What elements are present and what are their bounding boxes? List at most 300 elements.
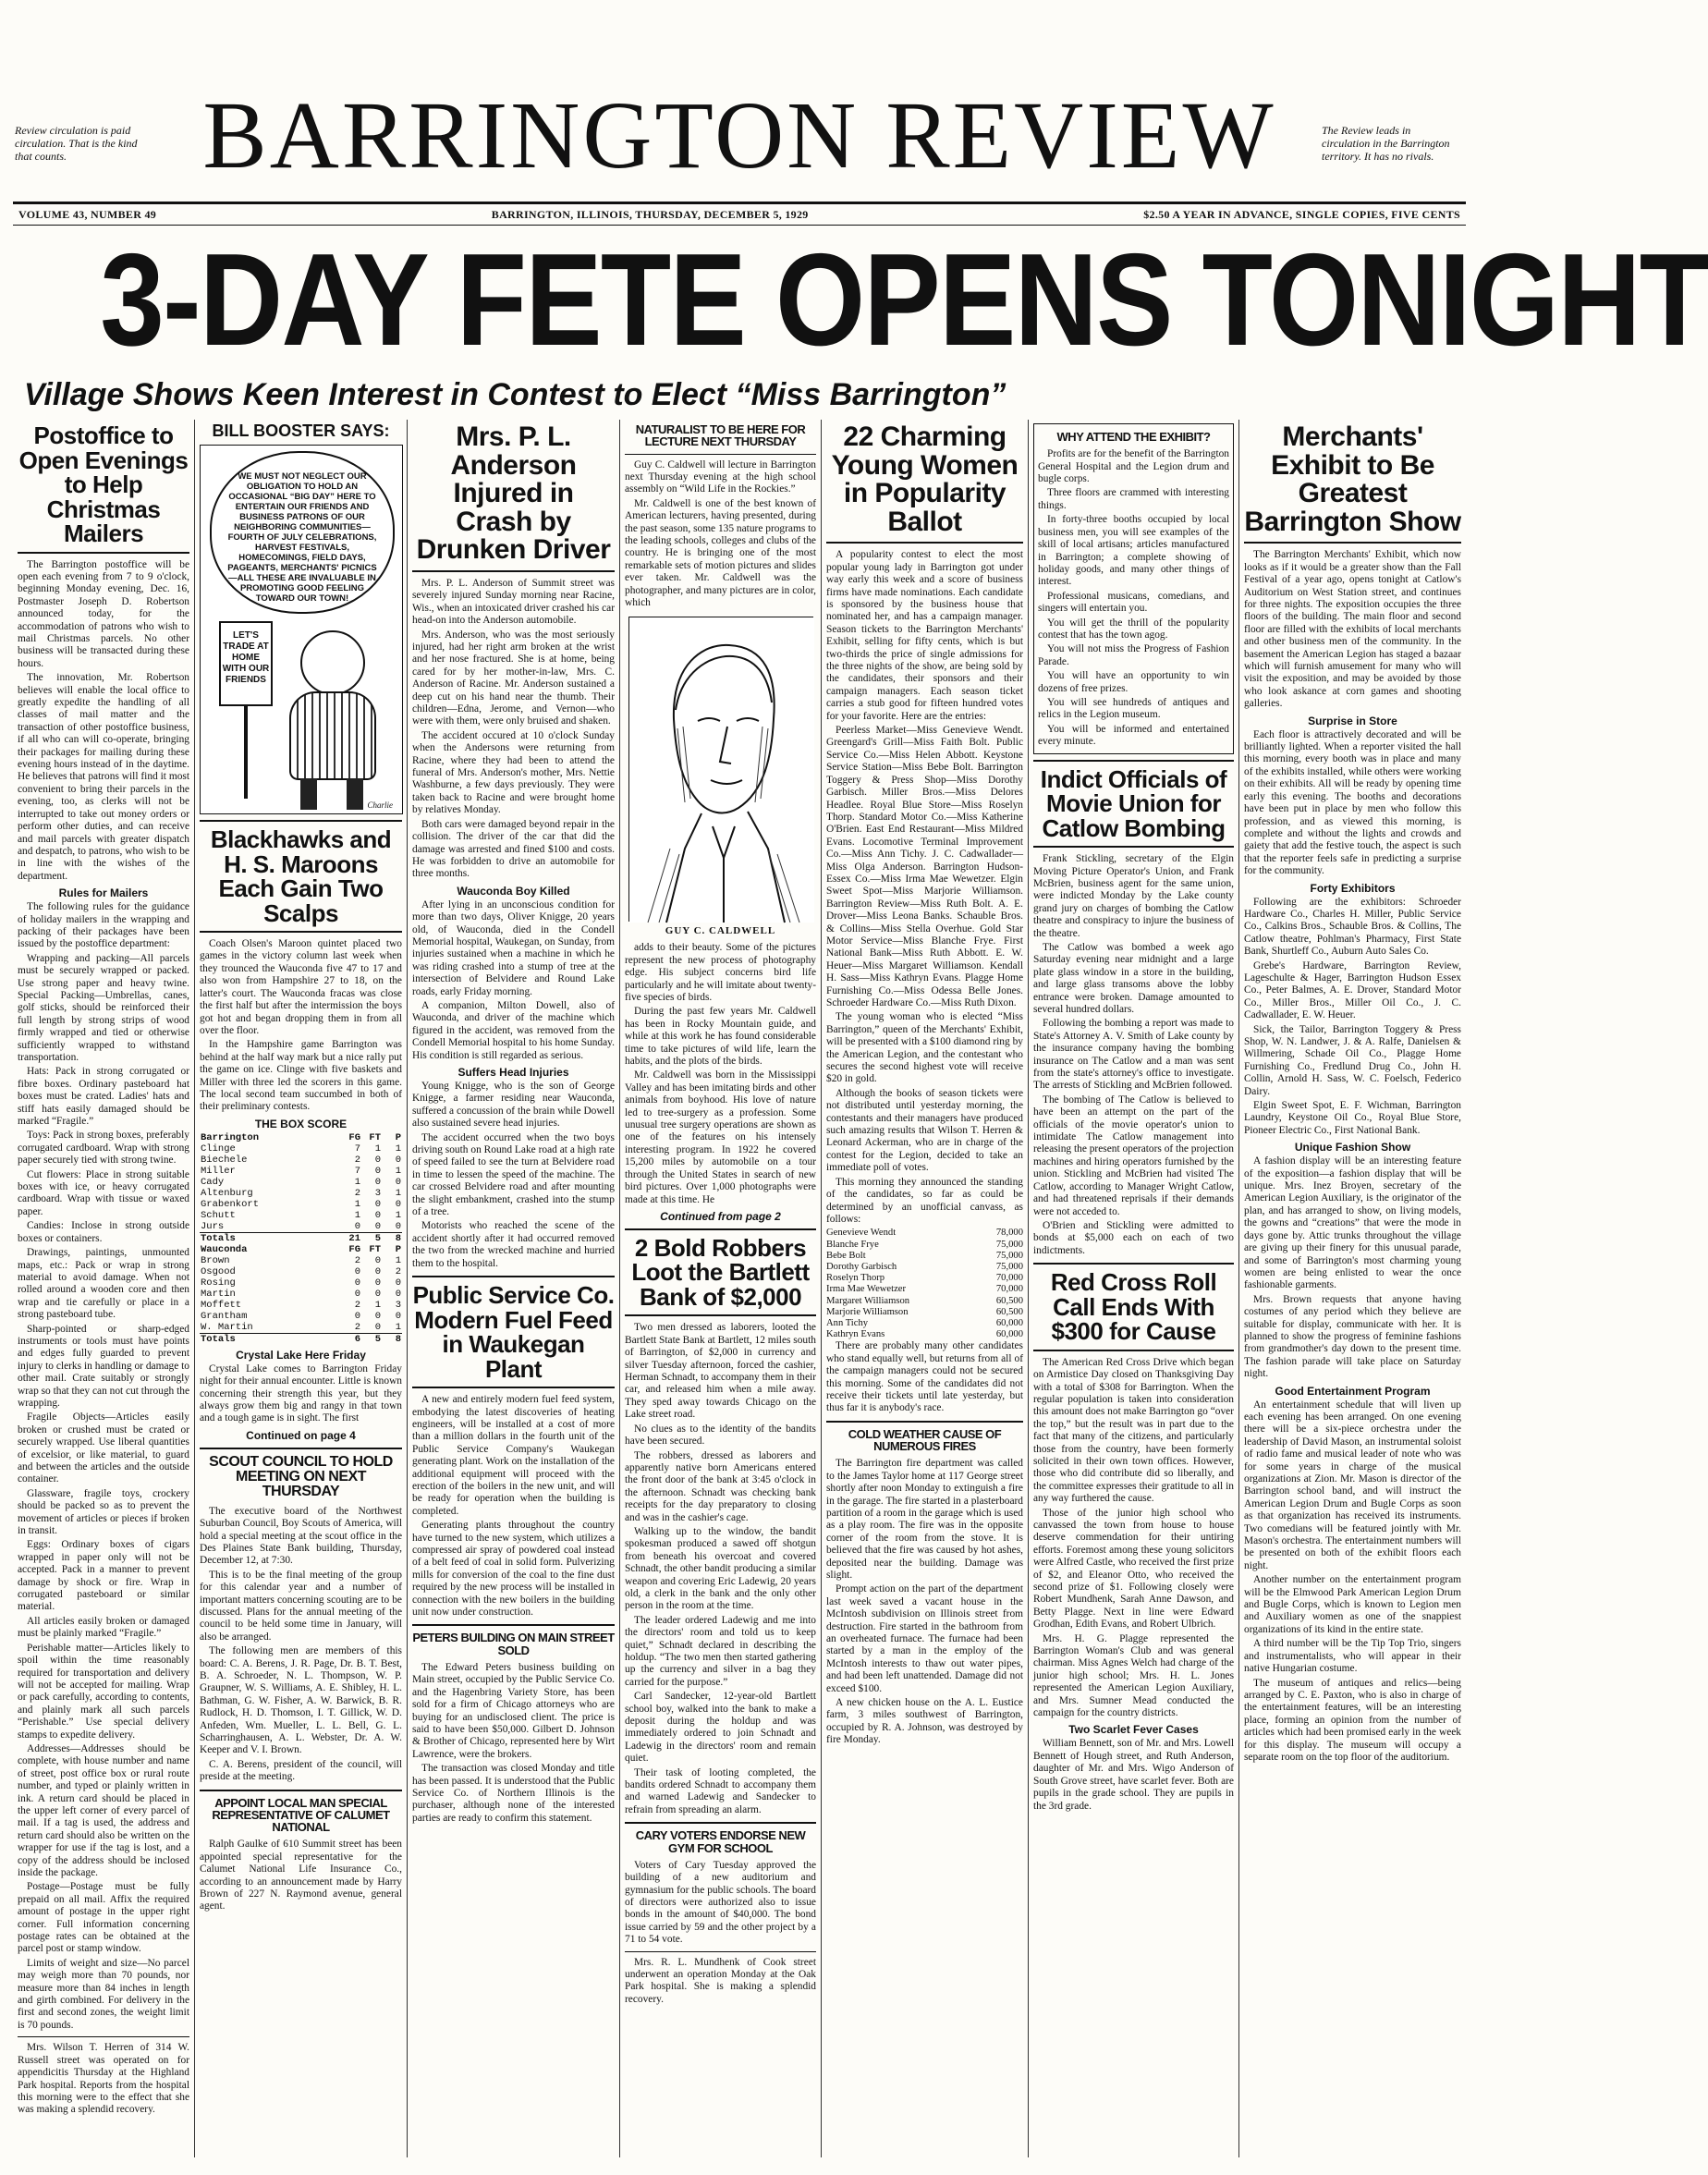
column-naturalist-robbers (619, 420, 821, 2157)
candidate-name: Bebe Bolt (826, 1250, 866, 1261)
article-paragraph: Following are the exhibitors: Schroeder Hardware Co., Charles H. Miller, Public Service Co., Calkins Bros., Schauble Bros. & Collins, The Catlow theatre, Pohlman's Pharmacy, First State Bank, Shurtleff Co., Auburn Auto Sales Co. (1244, 896, 1461, 958)
stat-cell: 0 (374, 1198, 381, 1210)
article-paragraph: No clues as to the identity of the bandits have been secured. (625, 1423, 816, 1448)
vote-count: 60,500 (995, 1306, 1023, 1317)
standing-row (826, 1273, 1023, 1284)
box-score-title: THE BOX SCORE (254, 1117, 348, 1130)
article-paragraph: Limits of weight and size—No parcel may weigh more than 70 pounds, nor measure more than 84 inches in length and girth combined. For delivery in the first and second zones, the weight limit is 70 pounds. (18, 1957, 189, 2031)
stat-cell: 0 (395, 1198, 401, 1210)
article-paragraph: Candies: Inclose in strong outside boxes or containers. (18, 1220, 189, 1244)
divider (18, 2036, 189, 2037)
header-cell: P (395, 1131, 401, 1143)
article-paragraph: The executive board of the Northwest Suburban Council, Boy Scouts of America, will hold a special meeting at the scout office in the Des Plaines State Bank building, Thursday, December 12, at 7:30. (200, 1505, 402, 1567)
box-score-row (200, 1322, 402, 1334)
article-paragraph: Carl Sandecker, 12-year-old Bartlett school boy, walked into the bank to make a deposit during the holdup and was immediately ordered to join Schnadt and Ladewig in the directors' room and remain quiet. (625, 1691, 816, 1765)
stat-cell: 3 (395, 1299, 401, 1311)
article-paragraph: The accident occured at 10 o'clock Sunday when the Andersons were returning from Racine, where they had been to attend the funeral of Mrs. Anderson's mother, Mrs. Nettie Washburne, a few days previously. They were taken back to Racine and were brought home by relatives Monday. (412, 729, 615, 816)
box-score-row (200, 1155, 402, 1166)
player-name: W. Martin (201, 1321, 253, 1333)
article-paragraph: Crystal Lake comes to Barrington Friday night for their annual encounter. Little is known concerning their strength this year, but they always grow them big and rangy in that town and a tough game is in sight. The first (200, 1362, 402, 1424)
standings-table (826, 1228, 1023, 1340)
total-cell: 5 (361, 1232, 382, 1244)
article-paragraph: Perishable matter—Articles likely to spoil within the time reasonably required for transportation and delivery will not be accepted for mailing. Wrap or pack carefully, according to contents, and plainly mark all such parcels “Perishable.” Use special delivery stamps to expedite delivery. (18, 1642, 189, 1741)
article-paragraph: An entertainment schedule that will liven up each evening has been arranged. On one evening there will be a six-piece orchestra under the leadership of David Mason, an instrumental soloist of radio fame and musical leader of note who was for some years in charge of the musical organizations at Zion. Mr. Mason is director of the Barrington school band, and will instruct the American Legion Drum and Bugle Corps as soon as that organization has received its instruments. Two comedians will be featured jointly with Mr. Mason's orchestra. The entertainment numbers will be presented on both of the exhibit floors each night. (1244, 1399, 1461, 1571)
standing-row (826, 1228, 1023, 1239)
standing-row (826, 1284, 1023, 1295)
vote-count: 70,000 (995, 1284, 1023, 1295)
stat-cell: 0 (395, 1176, 401, 1188)
article-paragraph: The innovation, Mr. Robertson believes will enable the local office to greatly expedite the handling of all classes of mail matter and the transaction of other postoffice business, if all who can will co-operate, bringing their packages for mailing during these evening hours instead of in the daytime. He believes that patrons will find it most convenient to bring their parcels in the evening, too, as clerks will not be interrupted to take out money orders or perform other duties, and can receive and mail parcels with greater dispatch and despatch, to patrons, who wish to be in line with the wishes of the department. (18, 672, 189, 882)
article-paragraph: Walking up to the window, the bandit spokesman produced a sawed off shotgun from beneath his overcoat and covered Schnadt, the other bandit producing a similar weapon and covering Eric Ladewig, 20 years old, a clerk in the bank and the only other person in the room at the time. (625, 1525, 816, 1612)
cartoonist-signature: Charlie (367, 800, 393, 810)
subhead: Rules for Mailers (58, 886, 149, 900)
player-name: Brown (201, 1254, 230, 1266)
booster-leg-icon (300, 778, 317, 810)
right-ear-note: The Review leads in circulation in the Barrington territory. It has no rivals. (1322, 124, 1450, 163)
box-score-total (200, 1333, 402, 1345)
box-score-row (200, 1188, 402, 1199)
divider (625, 1951, 816, 1952)
box-score-row (200, 1277, 402, 1289)
article-paragraph: There are probably many other candidates who stand equally well, but returns from all of the campaign managers could not be secured this morning. Some of the candidates did not receive their tickets until late yesterday, but thus far it is anybody's race. (826, 1340, 1023, 1414)
standing-row (826, 1251, 1023, 1262)
fires-headline: COLD WEATHER CAUSE OF NUMEROUS FIRES (848, 1426, 1002, 1454)
article-paragraph: Coach Olsen's Maroon quintet placed two games in the victory column last week when they trounced the Wauconda five 47 to 17 and also won from Hampshire 27 to 18, on the latter's court. The Wauconda fracas was close the first half but after the intermission the boys got hot and began dropping them in from all over the floor. (200, 938, 402, 1036)
stat-cell: 1 (374, 1299, 381, 1311)
divider (826, 542, 1023, 544)
box-score-row (200, 1311, 402, 1322)
article-paragraph: The Barrington postoffice will be open each evening from 7 to 9 o'clock, beginning Monday evening, Dec. 16, Postmaster Joseph D. Robertson announced today, for the accommodation of patrons who wish to mail Christmas parcels. No other business will be transacted during these hours. (18, 558, 189, 669)
article-paragraph: In the Hampshire game Barrington was behind at the half way mark but a nice rally put the game on ice. Clinge with five baskets and Miller with three led the scorers in this game. The local second team succumbed in both of their preliminary contests. (200, 1039, 402, 1113)
box-score-row (200, 1166, 402, 1177)
article-paragraph: The transaction was closed Monday and title has been passed. It is understood that the Public Service Co. of Northern Illinois is the purchaser, although none of the interested parties are ready to confirm this statement. (412, 1763, 615, 1824)
stat-cell: 0 (395, 1220, 401, 1232)
box-score-row (200, 1300, 402, 1311)
divider (625, 454, 816, 455)
standings-rows (826, 1228, 1023, 1340)
article-paragraph: The following rules for the guidance of holiday mailers in the wrapping and packing of their packages have been issued by the postoffice department: (18, 901, 189, 950)
stat-cell: 7 (354, 1142, 360, 1155)
player-name: Jurs (201, 1220, 225, 1232)
divider (826, 1421, 1023, 1423)
stat-cell: 0 (354, 1265, 360, 1277)
total-cell: 8 (382, 1333, 402, 1345)
box-score-total (200, 1232, 402, 1244)
trade-at-home-sign: LET'S TRADE AT HOME WITH OUR FRIENDS (219, 621, 273, 706)
why-attend-box (1033, 423, 1234, 754)
box-score-table (200, 1132, 402, 1345)
article-paragraph: Toys: Pack in strong boxes, preferably corrugated cardboard. Wrap with strong paper securely tied with strong twine. (18, 1130, 189, 1167)
article-paragraph: The Barrington Merchants' Exhibit, which now looks as if it would be a greater show than the Fall Festival of a year ago, opens tonight at Catlow's Auditorium on West Station street, and continues for three nights. The exposition occupies the three floors of the building. The main floor and second floor are filled with the exhibits of local merchants and other business men of the community. In the basement the American Legion has staged a bazaar which will furnish amusement for many who will visit the exposition, and may be avoided by those who look askance at corn games and shooting galleries. (1244, 549, 1461, 710)
header-cell: FT (369, 1243, 381, 1255)
subhead: Forty Exhibitors (1310, 881, 1396, 895)
stat-cell: 2 (354, 1154, 360, 1166)
divider (625, 1314, 816, 1316)
article-paragraph: Sharp-pointed or sharp-edged instruments or tools must have points and edges fully guarded to prevent injury to clerks in handling or damage to other mail. Crate suitably or strongly wrap so that they can not cut through the wrapping. (18, 1323, 189, 1409)
article-paragraph: The Edward Peters business building on Main street, occupied by the Public Service Co. and the Hagenbring Variety Store, has been sold for a firm of Chicago attorneys who are buying for an undisclosed client. The price is said to have been $50,000. Gilbert D. Johnson & Brother of Chicago, represented here by Wirt Lawrence, were the brokers. (412, 1661, 615, 1760)
article-paragraph: The leader ordered Ladewig and me into the directors' room and told us to keep quiet,” Schnadt declared in describing the holdup. “The two men then started gathering up the currency and silver in a bag they carried for the purpose.” (625, 1614, 816, 1688)
bill-booster-title: BILL BOOSTER SAYS: (212, 422, 390, 440)
article-paragraph: Mrs. Anderson, who was the most seriously injured, had her right arm broken at the wrist and her nose fractured. She is at home, being cared for by her mother-in-law, Mrs. C. Anderson of Racine. Mr. Anderson sustained a deep cut on his hand near the thumb. Their children—Edna, Jerome, and Vernon—who were with them, were only bruised and shaken. (412, 629, 615, 727)
stat-cell: 0 (374, 1220, 381, 1232)
stat-cell: 0 (374, 1176, 381, 1188)
box-score-header (200, 1132, 402, 1143)
article-paragraph: A fashion display will be an interesting feature of the exposition—a fashion display that will be unique. Mrs. Inez Broyen, secretary of the American Legion Auxiliary, is the originator of the plan, and has arranged to show, on living models, the gowns and “creations” that were the mode in days gone by. Attic trunks throughout the village are giving up their finery for this unusual parade, and some of Barrington's most charming young women are being enlisted to wear the once fashionable garments. (1244, 1155, 1461, 1291)
stat-cell: 0 (374, 1209, 381, 1221)
newspaper-page (13, 13, 1708, 2162)
stat-cell: 1 (395, 1254, 401, 1266)
stat-cell: 0 (395, 1310, 401, 1322)
subhead: Surprise in Store (1308, 714, 1397, 727)
naturalist-headline: NATURALIST TO BE HERE FOR LECTURE NEXT THURSDAY (635, 422, 806, 449)
article-paragraph: Although the books of season tickets were not distributed until yesterday morning, the contestants and their managers have produced such amazing results that Wilson T. Herren & Leonard Ackerman, who are in charge of the contest for the Legion, decided to take an immediate poll of votes. (826, 1087, 1023, 1174)
red-cross-headline: Red Cross Roll Call Ends With $300 for Cause (1050, 1268, 1217, 1346)
stat-cell: 7 (354, 1165, 360, 1177)
article-paragraph: Fragile Objects—Articles easily broken or crushed must be crated or securely wrapped. Use liberal quantities of excelsior, or like material, to guard and between the articles and the outside container. (18, 1411, 189, 1485)
candidate-name: Roselyn Thorp (826, 1273, 885, 1284)
booster-leg-icon (347, 778, 363, 810)
box-score-row (200, 1210, 402, 1221)
portrait-drawing-icon (629, 617, 814, 923)
player-name: Grabenkort (201, 1198, 260, 1210)
article-paragraph: Generating plants throughout the country have turned to the new system, which utilizes a compressed air spray of powdered coal instead of a belt feed of coal in solid form. Pulverizing mills for conversion of the coal to the fine dust required by the new process will be installed in connection with the new boilers in the building unit now under construction. (412, 1520, 615, 1619)
subhead: Good Entertainment Program (1275, 1384, 1431, 1398)
vote-count: 70,000 (995, 1273, 1023, 1284)
article-paragraph: Voters of Cary Tuesday approved the building of a new auditorium and gymnasium for the public schools. The board of directors were authorized also to issue bonds in the amount of $40,000. The bond issue carried by 59 and the other project by a 71 to 54 vote. (625, 1859, 816, 1946)
player-name: Grantham (201, 1310, 248, 1322)
player-name: Osgood (201, 1265, 236, 1277)
article-paragraph: Mrs. Wilson T. Herren of 314 W. Russell street was operated on for appendicitis Thursday at the Highland Park hospital. Reports from the hospital this morning were to the effect that she was making a splendid recovery. (18, 2042, 189, 2116)
postoffice-headline: Postoffice to Open Evenings to Help Christmas Mailers (18, 422, 189, 548)
article-paragraph: Another number on the entertainment program will be the Elmwood Park American Legion Drum and Bugle Corps, which is known to Legion men and Auxiliary women as one of the snappiest organizations of its kind in the entire state. (1244, 1574, 1461, 1635)
stat-cell: 1 (354, 1198, 360, 1210)
article-paragraph: Elgin Sweet Spot, E. F. Wichman, Barrington Laundry, Keystone Oil Co., Royal Blue Store, Pioneer Electric Co., First National Bank. (1244, 1100, 1461, 1136)
header-cell: FG (348, 1131, 360, 1143)
total-cell: Totals (200, 1333, 341, 1345)
total-cell: 6 (341, 1333, 361, 1345)
sign-post (244, 706, 248, 799)
column-postoffice (13, 420, 194, 2157)
article-paragraph: Grebe's Hardware, Barrington Review, Lageschulte & Hager, Barrington Hudson Essex Co., Peter Balmes, A. E. Drover, Standard Motor Co., Miller Bros., Miller Oil Co., J. C. Cadwallader, E. W. Heuer. (1244, 959, 1461, 1021)
public-service-headline: Public Service Co. Modern Fuel Feed in Waukegan Plant (412, 1281, 615, 1383)
subhead: Suffers Head Injuries (458, 1066, 569, 1079)
sub-banner-headline: Village Shows Keen Interest in Contest to Elect “Miss Barrington” (24, 377, 1006, 412)
why-attend-title: WHY ATTEND THE EXHIBIT? (1056, 430, 1211, 444)
stat-cell: 0 (374, 1310, 381, 1322)
candidate-name: Dorothy Garbisch (826, 1261, 897, 1272)
team-name: Barrington (201, 1131, 260, 1143)
booster-head-icon (300, 630, 365, 695)
candidate-name: Ann Tichy (826, 1317, 869, 1328)
box-score-row (200, 1289, 402, 1300)
stat-cell: 1 (374, 1142, 381, 1155)
article-paragraph: A new chicken house on the A. L. Eustice farm, 3 miles southwest of Barrington, occupied by R. A. Johnson, was destroyed by fire Monday. (826, 1697, 1023, 1746)
article-paragraph: Mrs. H. G. Plagge represented the Barrington Woman's Club and was general chairman. Miss Agnes Welch had charge of the junior high school; Mrs. H. L. Jones represented the American Legion Auxiliary, and Mrs. Sumner Mead conducted the campaign for the country districts. (1033, 1632, 1234, 1719)
article-paragraph: Postage—Postage must be fully prepaid on all mail. Affix the required amount of postage in the upper right corner. Full information concerning postage rates can be obtained at the parcel post or stamp window. (18, 1881, 189, 1955)
article-paragraph: Both cars were damaged beyond repair in the collision. The driver of the car that did the damage was arrested and fined $100 and costs. He was forbidden to drive an automobile for three months. (412, 818, 615, 880)
continued-note: Continued from page 2 (660, 1209, 781, 1223)
merchants-exhibit-headline: Merchants' Exhibit to Be Greatest Barrington Show (1244, 422, 1461, 537)
box-score-row (200, 1221, 402, 1233)
column-anderson-crash (407, 420, 619, 2157)
stat-cell: 1 (354, 1209, 360, 1221)
divider (412, 1624, 615, 1626)
player-name: Cady (201, 1176, 225, 1188)
article-paragraph: The bombing of The Catlow is believed to have been an attempt on the part of the officials of the movie operator's union to intimidate The Catlow management into releasing the present operators of the projection machines and hiring operators furnished by the union. Stickling and McBrien had visited The Catlow, according to Manager Wright Catlow, and had threatened reprisals if their demands were not acceded to. (1033, 1094, 1234, 1217)
article-paragraph: Hats: Pack in strong corrugated or fibre boxes. Ordinary pasteboard hat boxes must be crated. Ladies' hats and stiff hats easily damaged should be marked “Fragile.” (18, 1066, 189, 1128)
stat-cell: 0 (395, 1154, 401, 1166)
anderson-headline: Mrs. P. L. Anderson Injured in Crash by Drunken Driver (416, 422, 611, 566)
divider (1244, 542, 1461, 544)
article-paragraph: Prompt action on the part of the department last week saved a vacant house in the McIntosh subdivision on Illinois street from destruction. Fire started in the bathroom from an overheated furnace. The furnace had been started by a man in the employ of the McIntosh interests to thaw out water pipes, and had been left unattended. Damage did not exceed $100. (826, 1583, 1023, 1694)
player-name: Moffett (201, 1299, 242, 1311)
divider (412, 1387, 615, 1388)
column-popularity-contest (821, 420, 1028, 2157)
stat-cell: 1 (395, 1142, 401, 1155)
article-paragraph: Mrs. Brown requests that anyone having costumes of any period which they believe are suitable for display, communicate with her. It is planned to show the progress of feminine fashions from grandmother's day down to the present time. The fashion parade will take place on Saturday night. (1244, 1293, 1461, 1380)
why-attend-item: You will see hundreds of antiques and relics in the Legion museum. (1038, 696, 1229, 721)
article-paragraph: Frank Stickling, secretary of the Elgin Moving Picture Operator's Union, and Frank McBrien, business agent for the same union, were indicted Monday by the Lake county grand jury on charges of bombing the Catlow theatre and conspiracy to injure the business of the theatre. (1033, 853, 1234, 939)
player-name: Biechele (201, 1154, 248, 1166)
total-cell: Totals (200, 1232, 341, 1244)
vote-count: 75,000 (995, 1261, 1023, 1272)
basketball-headline: Blackhawks and H. S. Maroons Each Gain Two Scalps (210, 825, 392, 927)
cary-gym-headline: CARY VOTERS ENDORSE NEW GYM FOR SCHOOL (635, 1828, 806, 1855)
box-score-row (200, 1177, 402, 1188)
box-score-row (200, 1255, 402, 1266)
stat-cell: 0 (354, 1277, 360, 1289)
article-paragraph: Mrs. R. L. Mundhenk of Cook street underwent an operation Monday at the Oak Park hospital. She is making a splendid recovery. (625, 1956, 816, 2005)
article-paragraph: Ralph Gaulke of 610 Summit street has been appointed special representative for the Calumet National Life Insurance Co., according to an announcement made by Harry Brown of 227 N. Raymond avenue, general agent. (200, 1839, 402, 1912)
stat-cell: 0 (374, 1265, 381, 1277)
header-cell: P (395, 1243, 401, 1255)
divider (200, 1448, 402, 1449)
divider (1033, 846, 1234, 848)
stat-cell: 2 (395, 1265, 401, 1277)
box-score-row (200, 1199, 402, 1210)
subhead: Unique Fashion Show (1294, 1141, 1411, 1155)
continued-note: Continued on page 4 (246, 1428, 356, 1442)
article-paragraph: A popularity contest to elect the most popular young lady in Barrington got under way early this week and a score of business firms have made nominations. Each candidate is sponsored by the business house that nominated her, and has a campaign manager. Season tickets to the Barrington Merchants' Exhibit, selling for fifty cents, which is but two-thirds the price of single admissions for the three nights of the show, are being sold by the candidates, their sponsors and their campaign managers. Each season ticket carries a stub good for fifteen hundred votes for your favorite. Here are the entries: (826, 549, 1023, 722)
vote-count: 60,000 (995, 1317, 1023, 1328)
article-paragraph: The museum of antiques and relics—being arranged by C. E. Paxton, who is also in charge of the entertainment features, will be an interesting place, forming an opinion from the number of articles which had been promised early in the week for this display. The museum will occupy a separate room on the top floor of the auditorium. (1244, 1677, 1461, 1763)
article-paragraph: After lying in an unconscious condition for more than two days, Oliver Knigge, 20 years old, of Wauconda, died in the Condell Memorial hospital, Waukegan, on Sunday, from injuries sustained when a machine in which he was riding crashed into a stump of tree at the intersection of Belvidere and Round Lake roads, early Friday morning. (412, 898, 615, 997)
why-attend-item: Professional musicans, comedians, and singers will entertain you. (1038, 590, 1229, 615)
left-ear-note: Review circulation is paid circulation. That is the kind that counts. (15, 124, 138, 163)
article-paragraph: This morning they announced the standing of the candidates, so far as could be determined by an unofficial canvass, as follows: (826, 1176, 1023, 1225)
article-paragraph: Following the bombing a report was made to State's Attorney A. V. Smith of Lake county by the insurance company having the bombing insurance on The Catlow and a man was sent from the state's attorney's office to investigate. The arrests of Stickling and McBrien followed. (1033, 1018, 1234, 1092)
place-date: BARRINGTON, ILLINOIS, THURSDAY, DECEMBER 5, 1929 (491, 207, 809, 221)
box-score-rows-2 (200, 1255, 402, 1334)
stat-cell: 1 (395, 1165, 401, 1177)
article-paragraph: Sick, the Tailor, Barrington Toggery & Press Shop, W. N. Landwer, J. & A. Ralfe, Danielsen & Willmering, Schade Oil Co., Plagge Home Furnishing Co., Fredlund Drug Co., John H. Collin, Arnold H. Sass, W. C. Foelsch, Federico Dairy. (1244, 1023, 1461, 1097)
player-name: Clinge (201, 1142, 236, 1155)
divider (625, 1822, 816, 1824)
appoint-headline: APPOINT LOCAL MAN SPECIAL REPRESENTATIVE OF CALUMET NATIONAL (212, 1795, 390, 1835)
article-paragraph: Addresses—Addresses should be complete, with house number and name of street, post office box or rural route number, and typed or plainly written in ink. A return card should be placed in the upper left corner of every parcel of mail. If a tag is used, the address and return card should also be written on the wrapper for use if the tag is lost, and a copy of the address should be inclosed inside the package. (18, 1742, 189, 1879)
stat-cell: 1 (354, 1176, 360, 1188)
candidate-name: Kathryn Evans (826, 1329, 885, 1340)
team-name: Wauconda (201, 1243, 248, 1255)
dateline (13, 202, 1466, 226)
article-paragraph: A new and entirely modern fuel feed system, embodying the latest discoveries of heating engineers, will be installed at a cost of more than a million dollars in the fourth unit of the Public Service Company's Waukegan generating plant. Work on the installation of the additional equipment will proceed with the erection of the boilers in the new unit, and will be ready for operation when the building is completed. (412, 1394, 615, 1517)
stat-cell: 0 (395, 1277, 401, 1289)
article-paragraph: The Barrington fire department was called to the James Taylor home at 117 George street shortly after noon Monday to extinguish a fire in the garage. The fire started in a plasterboard partition of a room in the garage which is used as a play room. The fire was in the opposite corner of the room from the stove. It is believed that the fire was caused by hot ashes, deposited near the building. Damage was slight. (826, 1458, 1023, 1581)
divider (200, 820, 402, 822)
subhead: Wauconda Boy Killed (457, 884, 570, 898)
box-score-rows-1 (200, 1143, 402, 1233)
article-paragraph: The following men are members of this board: C. A. Berens, J. R. Page, Dr. B. T. Best, B. A. Schroeder, N. L. Thompson, W. P. Graupner, W. S. Williams, A. E. Shibley, H. L. Bathman, G. W. Fisher, A. W. Barwick, B. R. Rudlock, H. D. Thomson, I. T. Gillick, W. D. Anfeden, Wm. Mueller, L. L. Bell, G. L. Scharringhausen, A. L. Webster, Dr. A. W. Keeper and V. I. Brown. (200, 1645, 402, 1756)
stat-cell: 2 (354, 1321, 360, 1333)
candidate-name: Genevieve Wendt (826, 1228, 897, 1239)
article-paragraph: Eggs: Ordinary boxes of cigars wrapped in paper only will not be accepted. Pack in a manner to prevent damage by shock or fire. Wrap in corrugated pasteboard or similar material. (18, 1539, 189, 1613)
standing-row (826, 1262, 1023, 1273)
box-score-header (200, 1244, 402, 1255)
divider (200, 1790, 402, 1791)
why-attend-item: You will get the thrill of the popularity contest that has the town agog. (1038, 617, 1229, 641)
box-score-row (200, 1266, 402, 1277)
bill-booster-cartoon (200, 445, 403, 814)
total-cell: 8 (382, 1232, 402, 1244)
divider (1033, 1350, 1234, 1351)
standing-row (826, 1307, 1023, 1318)
scout-council-headline: SCOUT COUNCIL TO HOLD MEETING ON NEXT THURSDAY (209, 1453, 393, 1500)
divider (200, 931, 402, 933)
movie-union-headline: Indict Officials of Movie Union for Catlow Bombing (1040, 764, 1227, 842)
stat-cell: 2 (354, 1254, 360, 1266)
article-paragraph: Each floor is attractively decorated and will be brilliantly lighted. When a reporter visited the hall this morning, every booth was in place and many of the exhibits installed, while others were working on their exhibits. All will be ready by opening time early this evening. The booths and decorations have been put in place by men who follow this profession, and as viewed this morning, is complete and without the lights and crowds and gaiety that add the festive touch, the aspect is such that the reporter feels safe in predicting a surprise for the community. (1244, 728, 1461, 877)
standing-row (826, 1329, 1023, 1340)
article-paragraph: All articles easily broken or damaged must be plainly marked “Fragile.” (18, 1615, 189, 1640)
divider (625, 1228, 816, 1230)
article-paragraph: Glassware, fragile toys, crockery should be packed so as to prevent the movement of articles or pieces if broken in transit. (18, 1487, 189, 1537)
peters-building-headline: PETERS BUILDING ON MAIN STREET SOLD (412, 1631, 615, 1657)
standing-row (826, 1240, 1023, 1251)
article-paragraph: A companion, Milton Dowell, also of Wauconda, and driver of the machine which figured in the accident, was removed from the Condell Memorial hospital to his home Sunday. His condition is still regarded as serious. (412, 999, 615, 1061)
article-paragraph: The robbers, dressed as laborers and apparently native born Americans entered the front door of the bank at 3:45 o'clock in the afternoon. Schnadt was checking bank receipts for the day preparatory to closing and was in the cashier's cage. (625, 1449, 816, 1523)
vote-count: 60,500 (995, 1295, 1023, 1306)
total-cell: 5 (361, 1333, 382, 1345)
column-merchants-exhibit (1238, 420, 1466, 2157)
article-paragraph: The American Red Cross Drive which began on Armistice Day closed on Thanksgiving Day with a total of $308 for Barrington. When the regular population is taken into consideration this amount does not make Barrington go “over the top,” but the result was in part due to the fact that many of the citizens, and particularly those from the country, have been formerly solicited in their own town offices. However, those who did contribute did so liberally, and the committee expresses their gratitude to all in any way furthered the cause. (1033, 1356, 1234, 1505)
vote-count: 75,000 (995, 1250, 1023, 1261)
article-paragraph: adds to their beauty. Some of the pictures represent the new process of photography edge. His subject concerns bird life particularly and he will imitate about twenty-five species of birds. (625, 942, 816, 1003)
candidate-name: Marjorie Williamson (826, 1306, 909, 1317)
robbers-headline: 2 Bold Robbers Loot the Bartlett Bank of $2,000 (631, 1233, 810, 1311)
why-attend-item: You will be informed and entertained every minute. (1038, 723, 1229, 748)
player-name: Rosing (201, 1277, 236, 1289)
player-name: Martin (201, 1288, 236, 1300)
banner-headline: 3-DAY FETE OPENS TONIGHT (100, 226, 1708, 373)
article-paragraph: Young Knigge, who is the son of George Knigge, a farmer residing near Wauconda, suffered a concussion of the brain while Dowell also sustained severe head injuries. (412, 1081, 615, 1130)
article-paragraph: During the past few years Mr. Caldwell has been in Rocky Mountain guide, and while at this work he has found considerable time to take pictures of wild life, learn the habits, and the plots of the birds. (625, 1006, 816, 1068)
article-paragraph: Their task of looting completed, the bandits ordered Schnadt to accompany them and warned Ladewig and Sandecker to refrain from spreading an alarm. (625, 1766, 816, 1815)
why-attend-item: Profits are for the benefit of the Barrington General Hospital and the Legion drum and bugle corps. (1038, 448, 1229, 485)
divider (412, 570, 615, 572)
stat-cell: 0 (374, 1154, 381, 1166)
subhead: Crystal Lake Here Friday (236, 1348, 366, 1362)
article-paragraph: C. A. Berens, president of the council, will preside at the meeting. (200, 1758, 402, 1783)
stat-cell: 0 (354, 1220, 360, 1232)
divider (1033, 1263, 1234, 1265)
stat-cell: 0 (374, 1277, 381, 1289)
stat-cell: 0 (374, 1288, 381, 1300)
stat-cell: 0 (354, 1288, 360, 1300)
booster-body-icon (289, 691, 376, 780)
article-paragraph: William Bennett, son of Mr. and Mrs. Lowell Bennett of Hough street, and Ruth Anderson, daughter of Mr. and Mrs. Wigo Anderson of South Grove street, have scarlet fever. Both are pupils in the grade school. They are pupils in the 3rd grade. (1033, 1738, 1234, 1812)
header-cell: FG (348, 1243, 360, 1255)
candidate-name: Irma Mae Wewetzer (826, 1284, 907, 1295)
standing-row (826, 1296, 1023, 1307)
divider (1033, 760, 1234, 762)
article-paragraph: Mr. Caldwell is one of the best known of American lecturers, having presented, during the past season, some 135 nature programs to the leading schools, colleges and clubs of the country. He is bringing one of the most remarkable sets of motion pictures and slides ever taken. Mr. Caldwell was the photographer, and many pictures are in color, which (625, 497, 816, 608)
article-paragraph: The accident occurred when the two boys driving south on Round Lake road at a high rate of speed failed to see the turn at Belvidere road in time to lessen the speed of the machine. The car crossed Belvidere road and after mounting the slight embankment, crashed into the stump of a tree. (412, 1131, 615, 1218)
divider (412, 1276, 615, 1277)
why-attend-list (1038, 448, 1229, 748)
column-booster-sports (194, 420, 407, 2157)
player-name: Miller (201, 1165, 236, 1177)
article-paragraph: Mr. Caldwell was born in the Mississippi Valley and has been imitating birds and other animals from boyhood. His love of nature led to tree-surgery as a profession. Some unusual tree surgery operations are shown as one of the features on his intensely interesting program. In 1922 he covered 15,200 miles by automobile on a tour through the United States in search of new bird pictures. Over 1,000 photographs were made at this time. He (625, 1069, 816, 1205)
portrait-caption: GUY C. CALDWELL (665, 925, 776, 937)
article-paragraph: The young woman who is elected “Miss Barrington,” queen of the Merchants' Exhibit, will be presented with a $100 diamond ring by the American Legion, and the contestant who secures the second highest vote will receive $20 in gold. (826, 1011, 1023, 1085)
stat-cell: 2 (354, 1299, 360, 1311)
stat-cell: 0 (395, 1288, 401, 1300)
vote-count: 60,000 (995, 1329, 1023, 1340)
why-attend-item: Three floors are crammed with interesting things. (1038, 487, 1229, 511)
stat-cell: 0 (354, 1310, 360, 1322)
article-paragraph: This is to be the final meeting of the group for this calendar year and a number of important matters concerning scouting are to be discussed. Plans for the annual meeting of the council to be held some time in January, will also be arranged. (200, 1569, 402, 1643)
article-paragraph: Mrs. P. L. Anderson of Summit street was severely injured Sunday morning near Racine, Wis., when an intoxicated driver crashed his car head-on into the Anderson automobile. (412, 577, 615, 627)
stat-cell: 0 (374, 1254, 381, 1266)
contest-entries: Peerless Market—Miss Genevieve Wendt. Greengard's Grill—Miss Faith Bolt. Public Service Co.—Miss Helen Abbott. Keystone Service Station—Miss Bebe Bolt. Barrington Toggery & Press Shop—Miss Dorothy Garbisch. Miller Bros.—Miss Delores Headlee. Royal Blue Store—Miss Roselyn Thorp. Standard Motor Co.—Miss Katherine O'Brien. East End Restaurant—Miss Mildred Evans. Locomotive Terminal Improvement Co.—Miss Ann Tichy. J. C. Cadwallader—Miss Olga Anderson. Barrington Hudson-Essex Co.—Miss Irma Mae Wewetzer. Elgin Sweet Spot—Miss Marjorie Williamson. Barrington Review—Miss Ruth Bolt. A. E. Drover—Miss Leona Banks. Schauble Bros. & Collins—Miss Stella Overhue. Gold Star Motor Service—Miss Blanche Frye. First National Bank—Miss Ruth Abbott. E. W. Heuer—Miss Margaret Williamson. Kendall H. Sass—Miss Kathryn Evans. Plagge Home Furnishing Co.—Miss Odessa Belle Jones. Schroeder Hardware Co.—Miss Ruth Dixon. (826, 725, 1023, 1008)
caldwell-portrait (628, 617, 813, 922)
total-cell: 21 (341, 1232, 361, 1244)
article-paragraph: Guy C. Caldwell will lecture in Barrington next Thursday evening at the high school assembly on “Wild Life in the Rockies.” (625, 458, 816, 495)
speech-bubble: WE MUST NOT NEGLECT OUR OBLIGATION TO HOLD AN OCCASIONAL “BIG DAY” HERE TO ENTERTAIN OUR FRIENDS AND BUSINESS PATRONS OF OUR NEIGHBORING COMMUNITIES—FOURTH OF JULY CELEBRATIONS, HARVEST FESTIVALS, HOMECOMINGS, FIELD DAYS, PAGEANTS, MERCHANTS' PICNICS—ALL THESE ARE INVALUABLE IN PROMOTING GOOD FEELING TOWARD OUR TOWN! (210, 451, 395, 614)
masthead-title: BARRINGTON REVIEW (202, 82, 1276, 189)
stat-cell: 2 (354, 1187, 360, 1199)
candidate-name: Margaret Williamson (826, 1295, 910, 1306)
why-attend-item: You will have an opportunity to win dozens of free prizes. (1038, 670, 1229, 694)
article-paragraph: Drawings, paintings, unmounted maps, etc.: Pack or wrap in strong material to avoid damage. When not rolled around a wooden core and then wrap and tie carefully or place in a strong pasteboard tube. (18, 1247, 189, 1321)
article-paragraph: A third number will be the Tip Top Trio, singers and instrumentalists, who will appear in their native Hungarian costume. (1244, 1638, 1461, 1675)
stat-cell: 1 (395, 1187, 401, 1199)
stat-cell: 0 (374, 1321, 381, 1333)
divider (18, 552, 189, 554)
article-paragraph: Cut flowers: Place in strong suitable boxes with ice, or heavy corrugated cardboard. Wrap with tissue or waxed paper. (18, 1168, 189, 1217)
volume-number: VOLUME 43, NUMBER 49 (18, 207, 157, 221)
vote-count: 78,000 (995, 1228, 1023, 1239)
article-paragraph: The Catlow was bombed a week ago Saturday evening near midnight and a large plate glass window in a store in the building, and large glass transoms above the lobby entrance were broken. Damage amounted to several hundred dollars. (1033, 941, 1234, 1016)
column-why-attend-bombing (1028, 420, 1238, 2157)
price-line: $2.50 A YEAR IN ADVANCE, SINGLE COPIES, FIVE CENTS (1143, 207, 1460, 221)
stat-cell: 3 (374, 1187, 381, 1199)
box-score-row (200, 1143, 402, 1155)
vote-count: 75,000 (995, 1239, 1023, 1250)
article-paragraph: Motorists who reached the scene of the accident shortly after it had occurred removed the two from the wrecked machine and hurried them to the hospital. (412, 1220, 615, 1269)
why-attend-item: In forty-three booths occupied by local business men, you will see examples of the skill of local artisans; articles manufactured in Barrington; a complete showing of holiday goods, and many other things of interest. (1038, 514, 1229, 588)
why-attend-item: You will not miss the Progress of Fashion Parade. (1038, 643, 1229, 667)
stat-cell: 1 (395, 1321, 401, 1333)
candidate-name: Blanche Frye (826, 1239, 879, 1250)
player-name: Schutt (201, 1209, 236, 1221)
player-name: Altenburg (201, 1187, 253, 1199)
standing-row (826, 1318, 1023, 1329)
stat-cell: 0 (374, 1165, 381, 1177)
article-paragraph: Those of the junior high school who canvassed the town from house to house deserve commendation for their untiring efforts. Foremost among these young solicitors were Alfred Castle, who received the first prize of $2, and Eleanor Otto, who received the second prize of $1. Following closely were Robert Mundhenk, Sarah Anne Dawson, and Betty Plagge. Next in line were Edward Grodhan, Edith Evans, and Robert Ulbrich. (1033, 1507, 1234, 1631)
header-cell: FT (369, 1131, 381, 1143)
subhead: Two Scarlet Fever Cases (1068, 1723, 1199, 1737)
